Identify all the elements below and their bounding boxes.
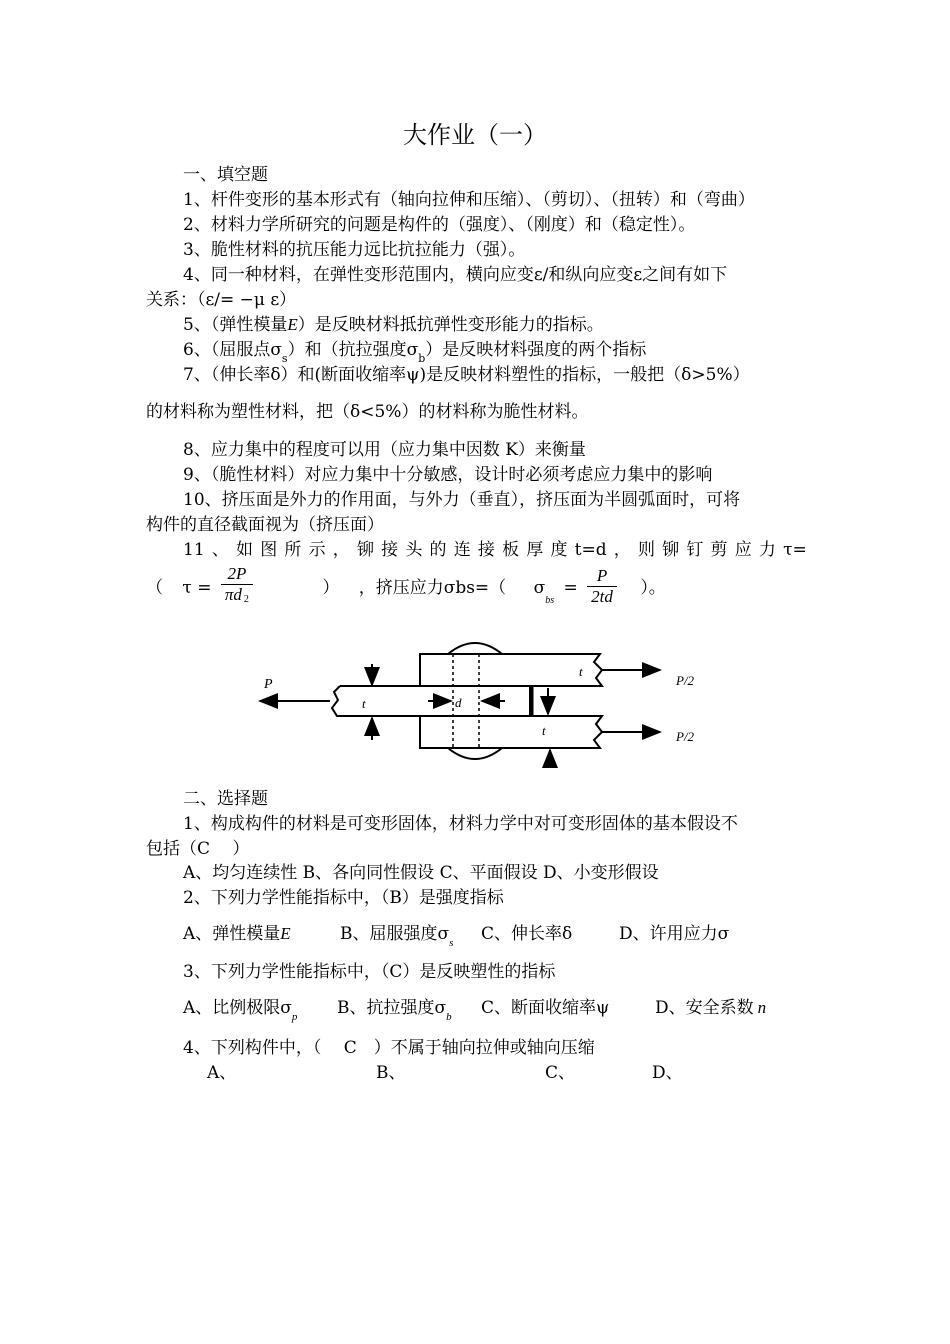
q5-prefix: 5、（弹性模量 (183, 315, 288, 335)
q3-optA-text: A、比例极限σ (183, 998, 292, 1018)
figure-label-P2-bottom: P/2 (676, 729, 695, 744)
q11-char: 板 (502, 540, 520, 560)
q11-close-period: ）。 (640, 578, 666, 598)
q11-char: 厚 (526, 540, 544, 560)
q11-char: 铆 (662, 540, 680, 560)
question-2-2-option-a (183, 923, 291, 945)
rivet-head-bottom (448, 748, 502, 759)
question-2-4-option-d: D、 (652, 1063, 683, 1083)
q11-char: 接 (477, 540, 495, 560)
page-title: 大作业（一） (403, 121, 547, 149)
question-1-10-line1: 10、挤压面是外力的作用面，与外力（垂直），挤压面为半圆弧面时，可将 (183, 490, 741, 510)
question-2-4-option-c: C、 (545, 1063, 576, 1083)
q11-char: ， (613, 540, 631, 560)
figure-label-t-bottom: t (542, 723, 546, 738)
question-1-9: 9、（脆性材料）对应力集中十分敏感，设计时必须考虑应力集中的影响 (183, 465, 713, 485)
question-2-4: 4、下列构件中，（ C ）不属于轴向拉伸或轴向压缩 (183, 1038, 595, 1058)
figure-label-d: d (455, 695, 462, 710)
question-2-2-option-c: C、伸长率δ (481, 924, 573, 944)
shear-den-exponent: 2 (243, 593, 249, 605)
q3-optA-sub: p (291, 1011, 298, 1023)
question-2-1-line2: 包括（C ） (146, 839, 250, 859)
q3-optD-var: n (757, 998, 767, 1017)
q5-variable: E (287, 315, 298, 334)
q11-char: 头 (405, 540, 423, 560)
q11-sigma: σ (533, 578, 546, 598)
q11-char: 的 (429, 540, 447, 560)
q11-char: 11 (183, 540, 205, 560)
question-1-11-line1 (183, 539, 807, 561)
figure-label-P2-top: P/2 (676, 673, 695, 688)
q6-prefix: 6、（屈服点σ (183, 340, 282, 360)
question-1-8: 8、应力集中的程度可以用（应力集中因数 K）来衡量 (183, 440, 586, 460)
q11-bearing-label: ，挤压应力σbs=（ (358, 578, 507, 598)
q11-char: 应 (734, 540, 752, 560)
figure-label-P: P (264, 677, 273, 692)
q7-line1-prefix: 7、（伸长率δ）和(断面收缩率ψ)是反映材料塑性的指标，一般把（δ (183, 365, 692, 385)
q11-char: 铆 (356, 540, 374, 560)
q2-optA-var: E (280, 924, 291, 943)
shear-fraction-denominator (221, 585, 253, 610)
q11-close-paren: ） (322, 578, 340, 598)
q11-char: 则 (637, 540, 655, 560)
question-1-5 (183, 314, 604, 336)
q11-open-paren: （ (146, 578, 163, 598)
q11-char: 度 (550, 540, 568, 560)
q6-sub-b: b (418, 352, 426, 365)
question-2-3: 3、下列力学性能指标中，（C）是反映塑性的指标 (183, 962, 556, 982)
q11-sigma-sub: bs (545, 595, 555, 606)
question-1-4-line1: 4、同一种材料，在弹性变形范围内，横向应变ε/和纵向应变ε之间有如下 (183, 265, 728, 285)
question-2-2: 2、下列力学性能指标中，（B）是强度指标 (183, 888, 504, 908)
q11-char: 力 (758, 540, 776, 560)
question-1-6 (183, 339, 646, 363)
question-1-3: 3、脆性材料的抗压能力远比抗拉能力（强）。 (183, 240, 526, 260)
q2-optB-text: B、屈服强度σ (340, 924, 450, 944)
question-1-2: 2、材料力学所研究的问题是构件的（强度）、（刚度）和（稳定性）。 (183, 215, 696, 235)
q11-char: t=d (574, 540, 607, 560)
q11-char: 图 (260, 540, 278, 560)
q6-suffix: ）是反映材料强度的两个指标 (425, 340, 647, 360)
question-2-1-options: A、均匀连续性 B、各向同性假设 C、平面假设 D、小变形假设 (183, 863, 659, 883)
question-2-3-option-b (337, 997, 452, 1021)
q11-char: 钉 (686, 540, 704, 560)
question-1-7-line2: 的材料称为塑性材料，把（δ<5%）的材料称为脆性材料。 (146, 402, 589, 422)
shear-den-base: πd (224, 584, 242, 604)
shear-stress-fraction (221, 564, 253, 610)
shear-fraction-numerator: 2P (221, 564, 253, 585)
rivet-head-top (448, 643, 502, 654)
question-2-2-option-b (340, 923, 453, 947)
q7-line1-suffix: >5%） (691, 365, 750, 385)
q6-middle: ）和（抗拉强度σ (287, 340, 419, 360)
bearing-fraction-denominator: 2td (591, 587, 613, 606)
question-1-1: 1、杆件变形的基本形式有（轴向拉伸和压缩）、（剪切）、（扭转）和（弯曲） (183, 190, 755, 210)
question-2-3-option-d (655, 997, 766, 1019)
q11-char: 如 (236, 540, 254, 560)
q3-optD-text: D、安全系数 (655, 998, 754, 1018)
question-2-2-option-d: D、许用应力σ (619, 924, 730, 944)
question-1-7-line1 (183, 364, 750, 386)
section1-heading: 一、填空题 (183, 165, 268, 185)
q6-sub-s: s (281, 352, 288, 365)
question-1-10-line2: 构件的直径截面视为（挤压面） (146, 515, 384, 535)
q5-suffix: ）是反映材料抵抗弹性变形能力的指标。 (297, 315, 604, 335)
q3-optB-text: B、抗拉强度σ (337, 998, 447, 1018)
q3-optB-sub: b (446, 1011, 452, 1023)
bearing-fraction-numerator: P (587, 566, 617, 587)
question-2-4-option-b: B、 (376, 1063, 406, 1083)
q11-char: τ= (783, 540, 807, 560)
q2-optB-sub: s (449, 937, 454, 949)
q11-char: 连 (453, 540, 471, 560)
q11-char: ， (332, 540, 350, 560)
bottom-plate-outline (420, 716, 602, 748)
figure-label-t-middle: t (362, 696, 366, 711)
q2-optA-text: A、弹性模量 (183, 924, 281, 944)
q11-tau: τ = (182, 578, 212, 598)
q11-char: 、 (211, 540, 229, 560)
question-2-1-line1: 1、构成构件的材料是可变形固体，材料力学中对可变形固体的基本假设不 (183, 814, 738, 834)
top-plate-outline (420, 654, 602, 686)
section2-heading: 二、选择题 (183, 789, 268, 809)
q11-char: 剪 (710, 540, 728, 560)
question-1-11-line2 (146, 565, 666, 611)
q11-equals: = (563, 578, 578, 598)
figure-label-t-top: t (579, 664, 583, 679)
q11-char: 示 (308, 540, 326, 560)
q11-char: 所 (284, 540, 302, 560)
question-2-4-option-a: A、 (207, 1063, 237, 1083)
bearing-stress-fraction (587, 566, 617, 607)
question-2-3-option-a (183, 997, 297, 1021)
q11-char: 接 (381, 540, 399, 560)
question-2-3-option-c: C、断面收缩率ψ (481, 998, 610, 1018)
rivet-joint-figure (250, 640, 720, 775)
question-1-4-line2: 关系：（ε/= −μ ε） (146, 290, 297, 310)
